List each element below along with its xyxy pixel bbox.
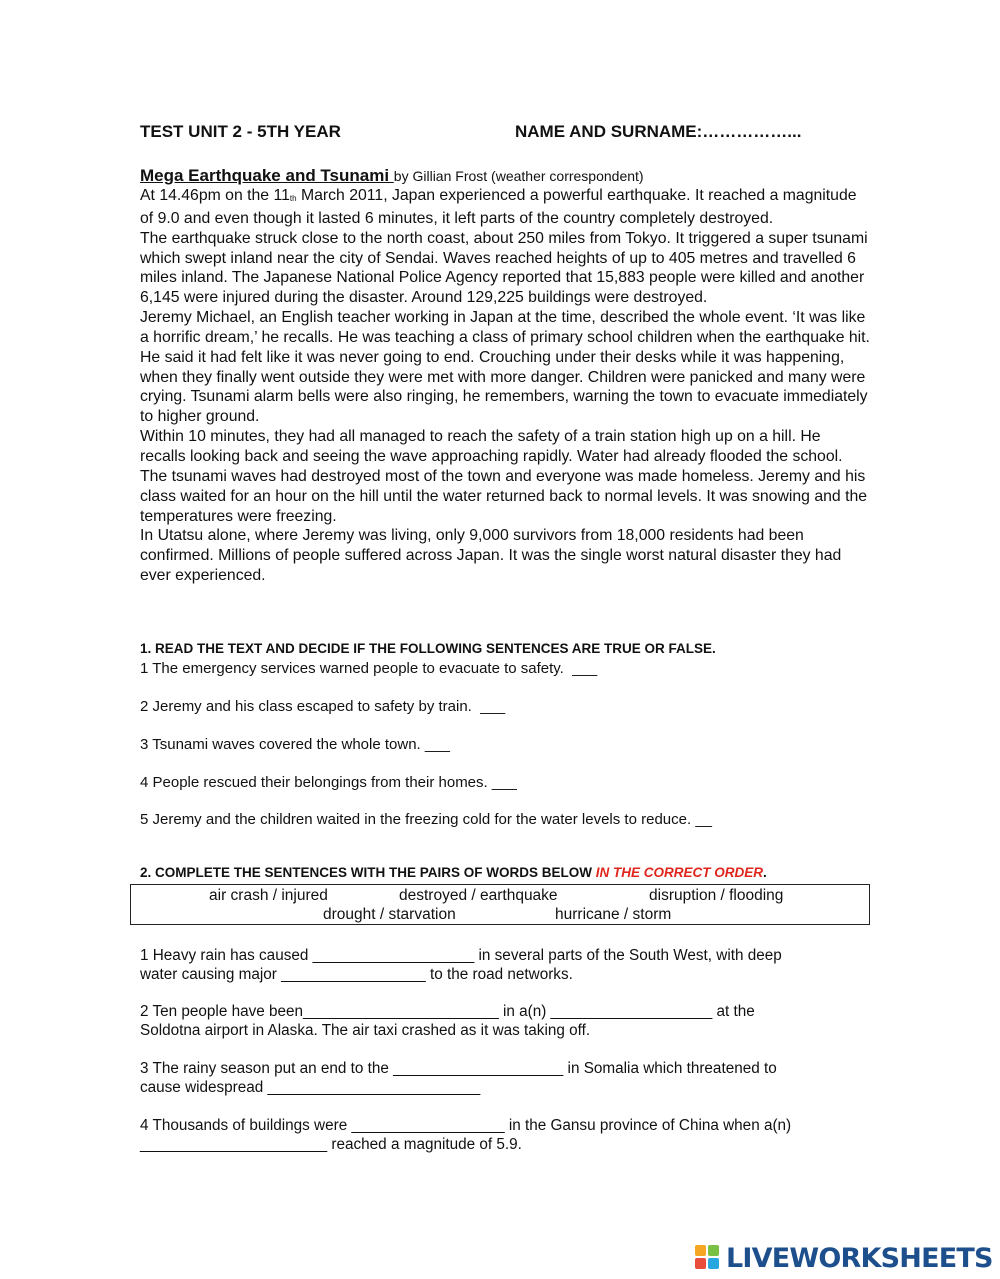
gap-fill-sentence: 3 The rainy season put an end to the ____________________ in Somalia which threatened to cause widespread _________________________ — [140, 1060, 777, 1096]
word-pair: hurricane / storm — [555, 906, 672, 923]
article-paragraph: The earthquake struck close to the north coast, about 250 miles from Tokyo. It triggered a super tsunami which swept inland near the city of Sendai. Waves reached heights of up to 405 metres and travelled 6 miles inland. The Japanese National Police Agency reported that 15,883 people were killed and another 6,145 were injured during the disaster. Around 129,225 buildings were destroyed. — [140, 229, 868, 307]
tf-question: 5 Jeremy and the children waited in the freezing cold for the water levels to reduce. __ — [140, 811, 712, 828]
word-pair: drought / starvation — [323, 906, 456, 923]
liveworksheets-logo — [695, 1242, 993, 1274]
answer-blank[interactable]: __ — [695, 811, 712, 828]
liveworksheets-logo-icon — [695, 1243, 723, 1273]
answer-blank[interactable]: ___ — [491, 774, 517, 791]
test-title: TEST UNIT 2 - 5TH YEAR — [140, 122, 341, 141]
gap-fill-sentence: 4 Thousands of buildings were __________________ in the Gansu province of China when a(n) ______________________ reached a magnitude of 5.9. — [140, 1117, 792, 1153]
tf-question: 1 The emergency services warned people to evacuate to safety. ___ — [140, 660, 598, 677]
gap-fill-sentence: 2 Ten people have been_______________________ in a(n) ___________________ at the Soldotna airport in Alaska. The air taxi crashed as it was taking off. — [140, 1003, 755, 1039]
article-paragraph: Jeremy Michael, an English teacher working in Japan at the time, described the whole event. ‘It was like a horrific dream,’ he recalls. He was teaching a class of primary school children when the earthquake hit. He said it had felt like it was never going to end. Crouching under their desks while it was happening, when they finally went outside they were met with more danger. Children were panicked and many were crying. Tsunami alarm bells were also ringing, he remembers, warning the town to evacuate immediately to higher ground. — [140, 309, 870, 426]
answer-blank[interactable]: ___ — [424, 736, 450, 753]
liveworksheets-logo-text: LIVEWORKSHEETS — [726, 1242, 993, 1274]
article-title: Mega Earthquake and Tsunami — [140, 166, 394, 185]
article-paragraph: Within 10 minutes, they had all managed to reach the safety of a train station high up on a hill. He recalls looking back and seeing the wave approaching rapidly. Water had already flooded the school. The tsunami waves had destroyed most of the town and everyone was made homeless. Jeremy and his class waited for an hour on the hill until the water returned back to normal levels. It was snowing and the temperatures were freezing. — [140, 428, 868, 525]
word-pair: disruption / flooding — [649, 887, 784, 904]
word-pair: air crash / injured — [209, 887, 328, 904]
article-paragraph: At 14.46pm on the $11_{th}$ March 2011, Japan experienced a powerful earthquake. It reached a magnitude of 9.0 and even though it lasted 6 minutes, it left parts of the country completely destroyed. — [140, 187, 857, 227]
tf-question: 2 Jeremy and his class escaped to safety by train. ___ — [140, 698, 506, 715]
tf-question: 3 Tsunami waves covered the whole town. ___ — [140, 736, 450, 753]
name-surname-field[interactable]: NAME AND SURNAME:……………... — [515, 122, 802, 141]
answer-blank[interactable]: ___ — [480, 698, 506, 715]
gap-fill-sentence: 1 Heavy rain has caused ___________________ in several parts of the South West, with deep water causing major _________________ to the road networks. — [140, 947, 782, 983]
word-pair: destroyed / earthquake — [399, 887, 558, 904]
tf-question: 4 People rescued their belongings from their homes. ___ — [140, 774, 517, 791]
section1-heading: 1. READ THE TEXT AND DECIDE IF THE FOLLOWING SENTENCES ARE TRUE OR FALSE. — [140, 641, 716, 656]
section2-heading: 2. COMPLETE THE SENTENCES WITH THE PAIRS OF WORDS BELOW IN THE CORRECT ORDER. — [140, 865, 767, 880]
article-paragraph: In Utatsu alone, where Jeremy was living, only 9,000 survivors from 18,000 residents had been confirmed. Millions of people suffered across Japan. It was the single worst natural disaster they had ever experienced. — [140, 527, 842, 585]
answer-blank[interactable]: ___ — [572, 660, 598, 677]
article-title-line — [140, 166, 644, 187]
word-bank-box — [130, 884, 870, 925]
article-byline: by Gillian Frost (weather correspondent) — [393, 168, 644, 184]
article-body — [140, 186, 870, 586]
